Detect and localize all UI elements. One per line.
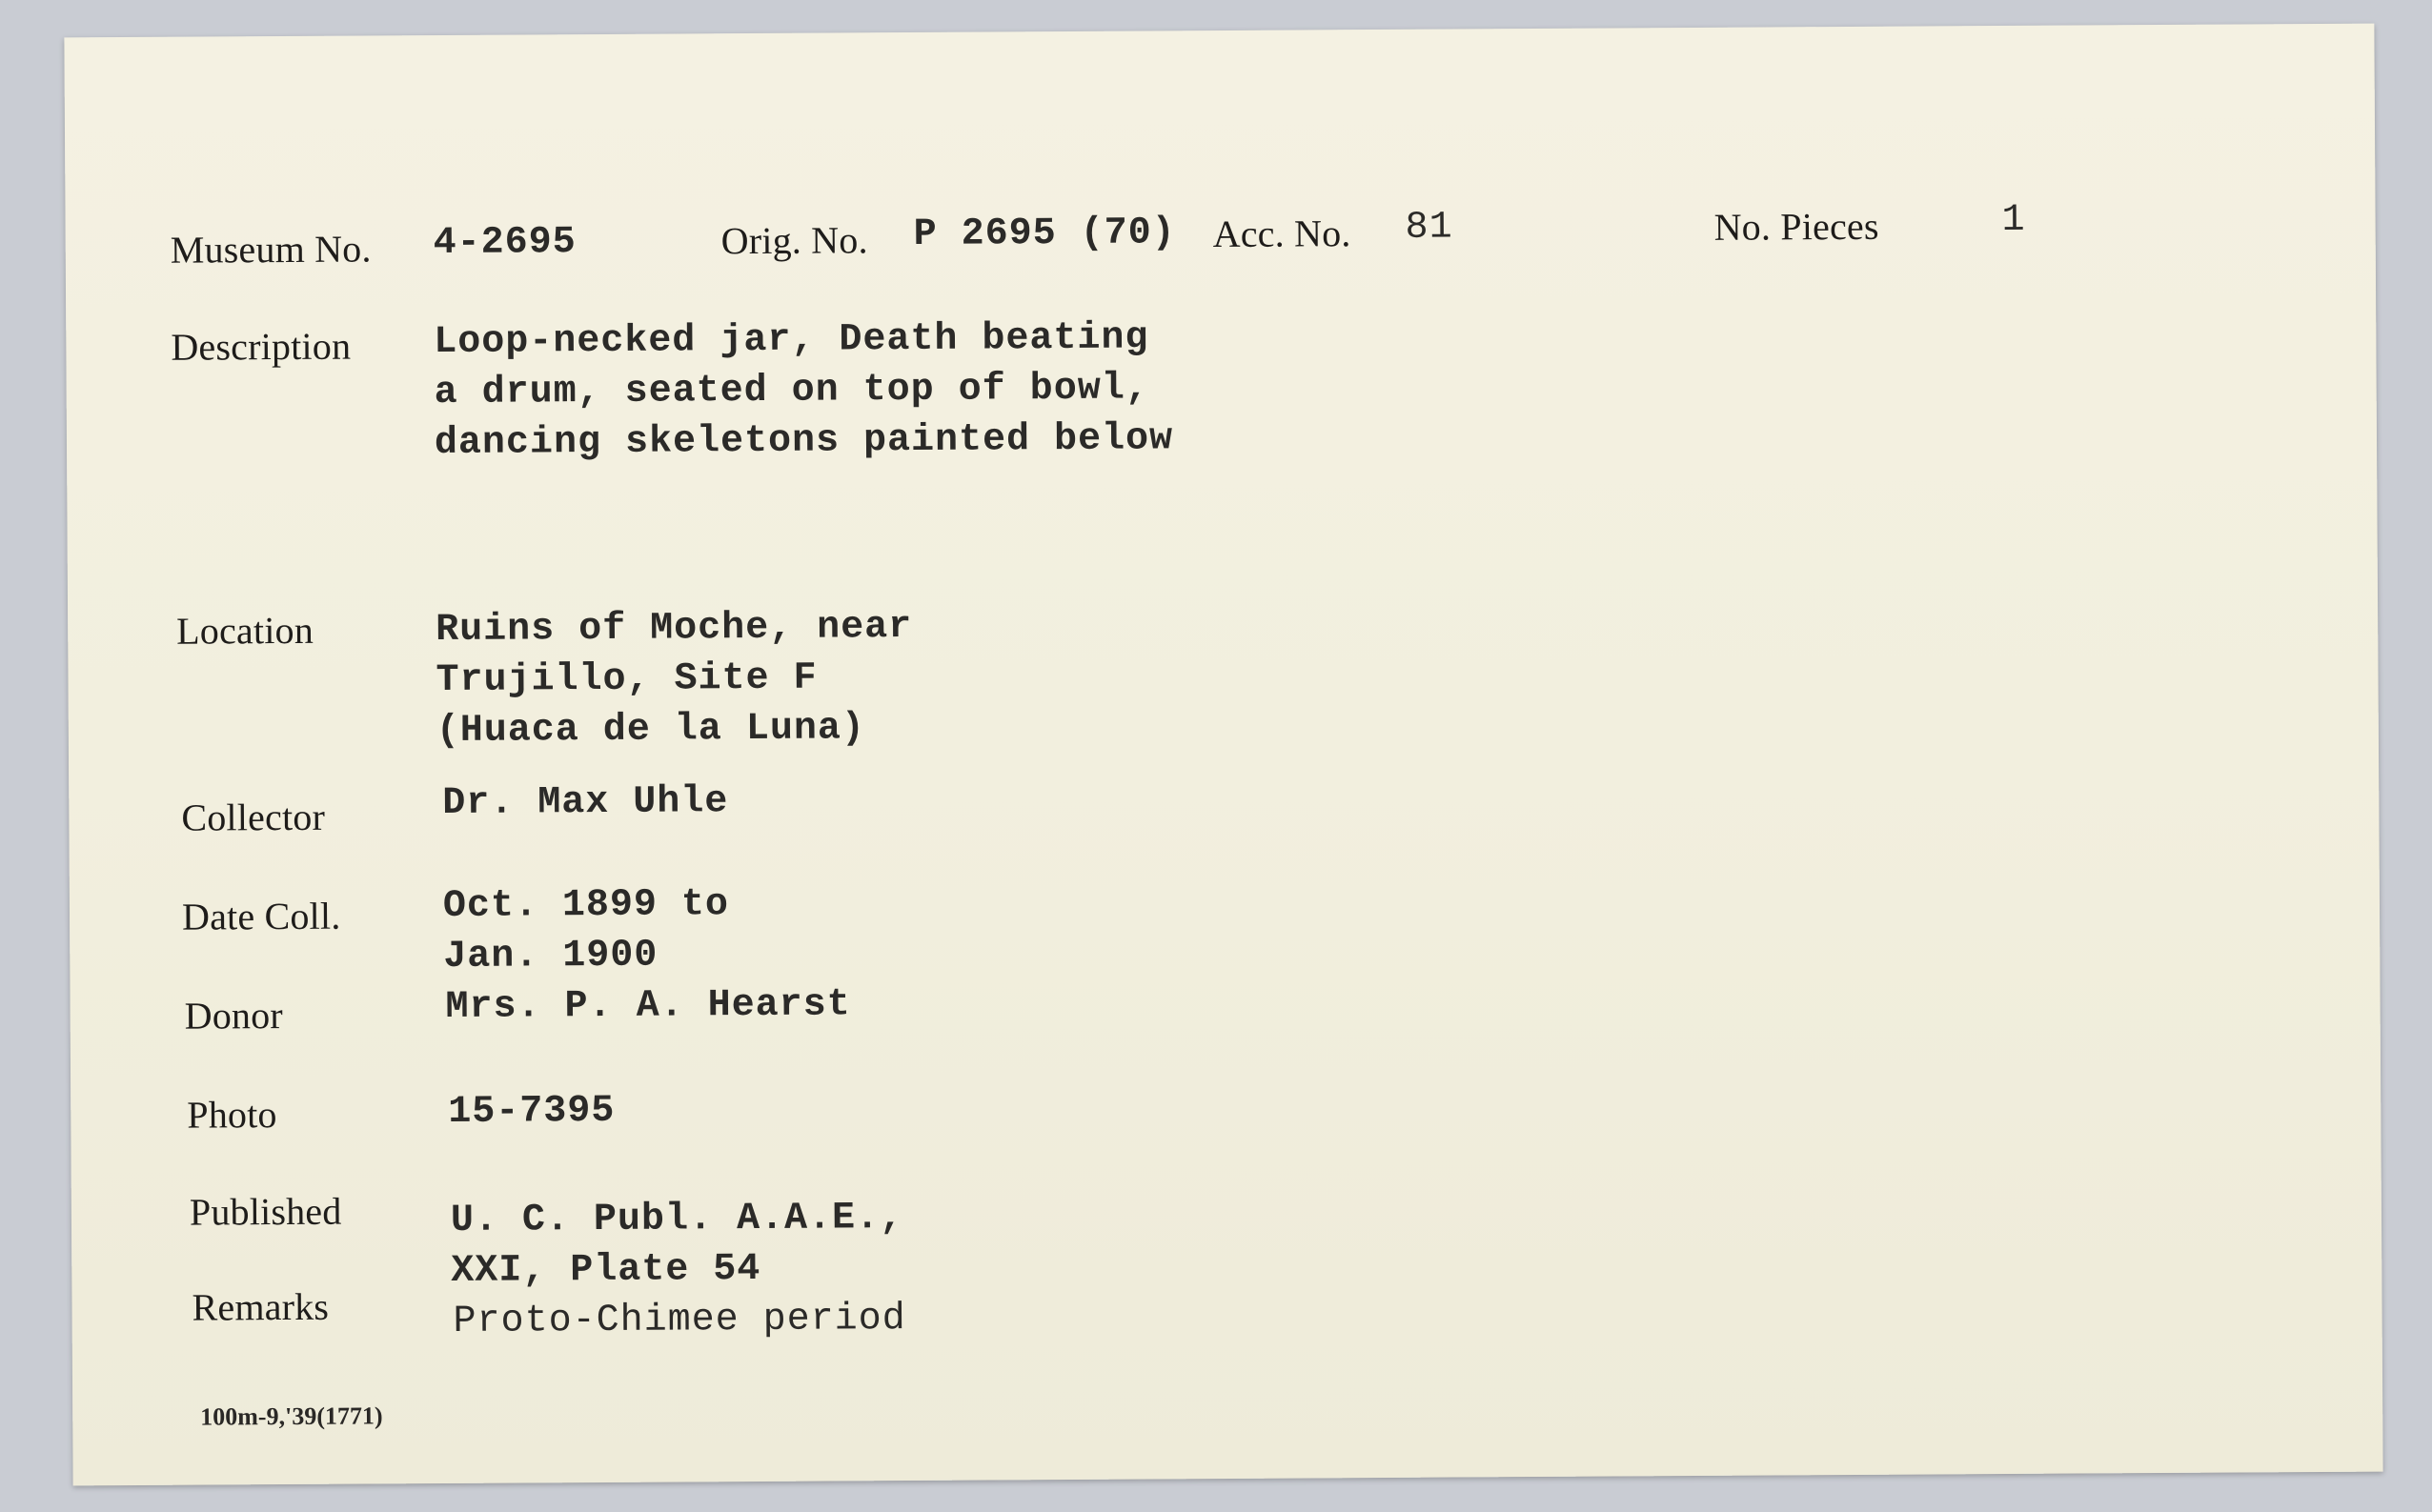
catalog-card (64, 24, 2382, 1486)
donor-value: Mrs. P. A. Hearst (445, 983, 851, 1029)
description-line: dancing skeletons painted below (434, 417, 1174, 466)
date-coll-line: Jan. 1900 (443, 934, 659, 979)
location-line: (Huaca de la Luna) (436, 707, 866, 754)
location-value (436, 602, 913, 756)
published-line: U. C. Publ. A.A.E., (450, 1197, 904, 1242)
description-value (434, 312, 1173, 469)
collector-value: Dr. Max Uhle (442, 780, 729, 826)
acc-no-value: 81 (1405, 206, 1453, 250)
published-label: Published (189, 1189, 342, 1234)
form-code: 100m-9,'39(1771) (200, 1401, 383, 1431)
date-coll-value (443, 879, 730, 982)
date-coll-label: Date Coll. (181, 894, 341, 938)
remarks-value: Proto-Chimee period (453, 1298, 906, 1343)
no-pieces-value: 1 (2001, 198, 2026, 243)
museum-no-value: 4-2695 (433, 221, 577, 266)
description-line: a drum, seated on top of bowl, (434, 367, 1149, 415)
location-label: Location (176, 608, 314, 653)
description-line: Loop-necked jar, Death beating (434, 316, 1149, 365)
orig-no-label: Orig. No. (720, 218, 868, 263)
museum-no-label: Museum No. (170, 227, 372, 272)
remarks-label: Remarks (192, 1284, 330, 1329)
photo-label: Photo (187, 1093, 277, 1137)
location-line: Ruins of Moche, near (436, 605, 913, 653)
faint-stamp-mark (898, 720, 1165, 760)
location-line: Trujillo, Site F (436, 656, 818, 703)
photo-value: 15-7395 (448, 1089, 616, 1134)
published-value (451, 1193, 904, 1297)
collector-label: Collector (181, 795, 326, 839)
acc-no-label: Acc. No. (1212, 212, 1351, 256)
donor-label: Donor (184, 994, 284, 1038)
published-line: XXI, Plate 54 (451, 1247, 761, 1293)
orig-no-value: P 2695 (70) (913, 212, 1176, 256)
date-coll-line: Oct. 1899 to (442, 883, 730, 929)
no-pieces-label: No. Pieces (1713, 204, 1879, 249)
description-label: Description (171, 324, 352, 369)
